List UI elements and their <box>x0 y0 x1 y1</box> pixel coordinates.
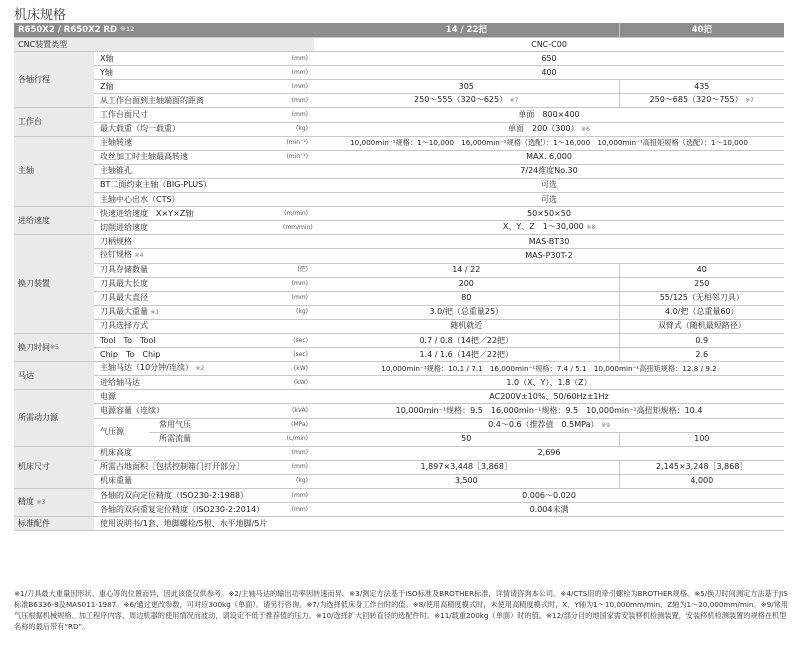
row-label: 刀具最大直径 <box>94 291 279 305</box>
cell-value: CNC-C00 <box>314 38 784 52</box>
row-label: 切削进给速度 <box>94 221 279 235</box>
row-label: 从工作台面到主轴端面的距离 <box>94 94 279 108</box>
table-row <box>14 249 784 263</box>
row-label: 攻丝加工时主轴最高转速 <box>94 150 279 164</box>
cell-value: 14 / 22 <box>314 263 619 277</box>
category-label: 换刀装置 <box>14 235 94 334</box>
table-row <box>14 460 784 474</box>
row-label: 所需占地面积［包括控制箱门打开部分］ <box>94 460 279 474</box>
table-row <box>14 235 784 249</box>
cell-value: 0.9 <box>619 333 784 347</box>
unit-label: (mm) <box>279 277 314 291</box>
cell-value: 400 <box>314 66 784 80</box>
table-row <box>14 376 784 390</box>
table-row <box>14 418 784 432</box>
model-header: R650X2 / R650X2 RD $^{※12}$ <box>14 23 314 38</box>
category-label: 进给速度 <box>14 207 94 235</box>
cell-value: 1.0（X、Y）、1.8（Z） <box>314 376 784 390</box>
unit-label: (kW) <box>279 362 314 376</box>
cell-value: 1.4 / 1.6（14把／22把） <box>314 348 619 362</box>
page-title: 机床规格 <box>14 8 67 23</box>
row-label: 刀具最大长度 <box>94 277 279 291</box>
cell-value: 2.6 <box>619 348 784 362</box>
col-b-header: 40把 <box>619 23 784 38</box>
table-row <box>14 193 784 207</box>
row-label: 快速进给速度 X×Y×Z轴 <box>94 207 279 221</box>
category-label: 马达 <box>14 362 94 390</box>
category-label: 换刀时间$^{※5}$ <box>14 333 94 361</box>
unit-label: (kg) <box>279 122 314 136</box>
cell-value: 0.7 / 0.8（14把／22把） <box>314 333 619 347</box>
row-label: 最大载重（均一载重） <box>94 122 279 136</box>
category-label: 机床尺寸 <box>14 446 94 488</box>
row-label: 工作台面尺寸 <box>94 108 279 122</box>
table-row <box>14 362 784 376</box>
row-label: Tool To Tool <box>94 333 279 347</box>
cell-value: 250～685（320～755） ※7 <box>619 94 784 108</box>
table-row <box>14 108 784 122</box>
row-label: X轴 <box>94 52 279 66</box>
row-label: 刀柄规格 <box>94 235 314 249</box>
cell-value: 使用说明书/1套、地脚螺栓/5根、水平地脚/5片 <box>94 517 784 531</box>
unit-label: (mm) <box>279 80 314 94</box>
table-row <box>14 489 784 503</box>
unit-label: (kW) <box>279 376 314 390</box>
cell-value: 80 <box>314 291 619 305</box>
unit-label: (L/min) <box>279 432 314 446</box>
row-label: 常用气压 <box>149 418 279 432</box>
unit-label: (mm/min) <box>279 221 314 235</box>
table-row <box>14 94 784 108</box>
unit-label: (min⁻¹) <box>279 150 314 164</box>
table-row <box>14 52 784 66</box>
cell-value: 2,696 <box>314 446 784 460</box>
cell-value: 100 <box>619 432 784 446</box>
cell-value: 650 <box>314 52 784 66</box>
table-row <box>14 390 784 404</box>
row-label: CNC装置类型 <box>14 38 314 52</box>
unit-label: (mm) <box>279 460 314 474</box>
table-row <box>14 263 784 277</box>
table-row <box>14 348 784 362</box>
cell-value: 10,000min⁻¹规格：9.5 16,000min⁻¹规格：9.5 10,000min⁻¹高扭矩规格：10.4 <box>314 404 784 418</box>
unit-label: (kg) <box>279 474 314 488</box>
row-label: 主轴转速 <box>94 136 279 150</box>
unit-label: (mm) <box>279 94 314 108</box>
cell-value: 单面 800×400 <box>314 108 784 122</box>
table-row <box>14 446 784 460</box>
category-label: 标准配件 <box>14 517 94 531</box>
table-row <box>14 277 784 291</box>
cell-value: 0.006～0.020 <box>314 489 784 503</box>
table-header <box>14 23 784 38</box>
unit-label: (把) <box>279 263 314 277</box>
cell-value: 可选 <box>314 193 784 207</box>
cell-value: 0.004未满 <box>314 503 784 517</box>
unit-label: (mm) <box>279 446 314 460</box>
row-label: 各轴的双向定位精度（ISO230-2:1988） <box>94 489 279 503</box>
unit-label: (mm) <box>279 489 314 503</box>
table-row <box>14 38 784 52</box>
unit-label: (sec) <box>279 348 314 362</box>
table-row <box>14 291 784 305</box>
cell-value: 2,145×3,248［3,868］ <box>619 460 784 474</box>
row-label: 电源 <box>94 390 314 404</box>
unit-label: (sec) <box>279 333 314 347</box>
table-row <box>14 150 784 164</box>
unit-label: (mm) <box>279 108 314 122</box>
cell-value: 435 <box>619 80 784 94</box>
cell-value: 40 <box>619 263 784 277</box>
cell-value: 50×50×50 <box>314 207 784 221</box>
cell-value: 3,500 <box>314 474 619 488</box>
unit-label: (min⁻¹) <box>279 136 314 150</box>
row-label: Z轴 <box>94 80 279 94</box>
cell-value: 0.4～0.6（推荐值 0.5MPa） ※9 <box>314 418 784 432</box>
category-label: 各轴行程 <box>14 52 94 108</box>
row-label: Chip To Chip <box>94 348 279 362</box>
row-label: 刀具最大重量 ※1 <box>94 305 279 319</box>
unit-label: (kVA) <box>279 404 314 418</box>
row-label: 主轴锥孔 <box>94 164 314 178</box>
unit-label: (mm) <box>279 52 314 66</box>
unit-label: (m/min) <box>279 207 314 221</box>
table-row <box>14 122 784 136</box>
table-row <box>14 503 784 517</box>
category-label: 工作台 <box>14 108 94 136</box>
cell-value: 250 <box>619 277 784 291</box>
cell-value: 单面 200（300） ※6 <box>314 122 784 136</box>
row-label: 主轴中心出水（CTS） <box>94 193 314 207</box>
table-row <box>14 319 784 333</box>
cell-value: 10,000min⁻¹规格：1～10,000 16,000min⁻¹规格（选配）：1～16,000 10,000min⁻¹高扭矩规格（选配）：1～10,000 <box>314 136 784 150</box>
cell-value: 4.0/把（总重量60） <box>619 305 784 319</box>
row-label: 机床高度 <box>94 446 279 460</box>
col-a-header: 14 / 22把 <box>314 23 619 38</box>
cell-value: X、Y、Z 1～30,000 ※8 <box>314 221 784 235</box>
table-row <box>14 136 784 150</box>
row-label: 进给轴马达 <box>94 376 279 390</box>
cell-value: 3.0/把（总重量25） <box>314 305 619 319</box>
category-label: 精度 ※3 <box>14 489 94 517</box>
cell-value: 50 <box>314 432 619 446</box>
footnotes: ※1/刀具最大重量因形状、重心等的位置而异，因此该值仅供参考。※2/主轴马达的输出功率因转速而异。※3/测定方法基于ISO标准及BROTHER标准，详情请咨询本公司。※4/CTS用的牵引螺栓为BROTHER规格。※5/换刀时间测定方法基于JIS标准B6336-9及MAS011-1987。※6/通过更改参数，可对应300kg（单面）。请另行咨询。※7/为选择低床身工作台时的值。※8/使用高精度模式时，未使用高精度模式时，X、Y轴为1～10,000mm/min、Z轴为1～20,000mm/min。※9/常用气压根据机械规格、加工程序内容、周边机器的使用情况而波动，请设定不低于推荐值的压力。※10/选择扩大回转直径的选配件时。※11/载重200kg（单面）时的值。※12/部分目的地国家需安装移机检测装置，安装移机检测装置的规格在机型名称的最后带有“RD”。 <box>14 589 788 631</box>
row-label: 所需流量 <box>149 432 279 446</box>
table-row <box>14 164 784 178</box>
unit-label: (mm) <box>279 291 314 305</box>
cell-value: MAX. 6,000 <box>314 150 784 164</box>
table-row <box>14 474 784 488</box>
table-row <box>14 517 784 531</box>
cell-value: 200 <box>314 277 619 291</box>
cell-value: 10,000min⁻¹规格：10.1 / 7.1 16,000min⁻¹规格：7.4 / 5.1 10,000min⁻¹高扭矩规格：12.8 / 9.2 <box>314 362 784 376</box>
cell-value: 双臂式（随机最短路径） <box>619 319 784 333</box>
cell-value: 4,000 <box>619 474 784 488</box>
cell-value: 随机就近 <box>314 319 619 333</box>
spec-table <box>14 23 784 531</box>
unit-label: (mm) <box>279 503 314 517</box>
row-label: 刀具选择方式 <box>94 319 314 333</box>
unit-label: (MPa) <box>279 418 314 432</box>
cell-value: 250～555（320～625） ※7 <box>314 94 619 108</box>
cell-value: 可选 <box>314 178 784 192</box>
row-label: 气压源 <box>94 418 149 446</box>
cell-value: AC200V±10%、50/60Hz±1Hz <box>314 390 784 404</box>
table-row <box>14 333 784 347</box>
table-row <box>14 207 784 221</box>
table-row <box>14 305 784 319</box>
row-label: Y轴 <box>94 66 279 80</box>
cell-value: MAS-P30T-2 <box>314 249 784 263</box>
unit-label: (mm) <box>279 66 314 80</box>
cell-value: 7/24推度No.30 <box>314 164 784 178</box>
table-row <box>14 80 784 94</box>
row-label: BT二面约束主轴（BIG-PLUS） <box>94 178 314 192</box>
cell-value: 55/125（无相邻刀具） <box>619 291 784 305</box>
row-label: 主轴马达（10分钟/连续） ※2 <box>94 362 279 376</box>
row-label: 各轴的双向重复定位精度（ISO230-2:2014） <box>94 503 279 517</box>
unit-label: (kg) <box>279 305 314 319</box>
row-label: 刀具存储数量 <box>94 263 279 277</box>
category-label: 所需动力源 <box>14 390 94 446</box>
category-label: 主轴 <box>14 136 94 206</box>
cell-value: 1,897×3,448［3,868］ <box>314 460 619 474</box>
row-label: 拉钉规格 ※4 <box>94 249 314 263</box>
table-row <box>14 221 784 235</box>
table-row <box>14 178 784 192</box>
cell-value: 305 <box>314 80 619 94</box>
table-row <box>14 66 784 80</box>
row-label: 机床重量 <box>94 474 279 488</box>
cell-value: MAS-BT30 <box>314 235 784 249</box>
row-label: 电源容量（连续） <box>94 404 279 418</box>
table-row <box>14 404 784 418</box>
